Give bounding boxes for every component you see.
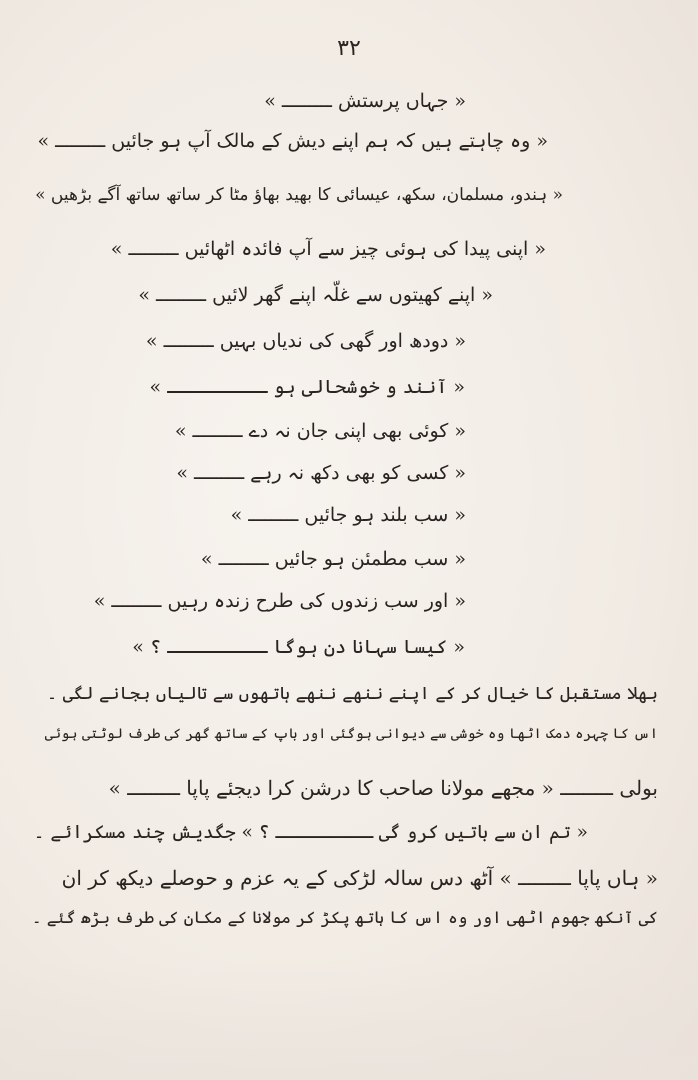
text-line: « دودھ اور گھی کی ندیاں بہیں ـــــــــ » xyxy=(145,330,466,352)
page-bottom-shade xyxy=(0,960,698,1080)
text-line: بھلا مستقبل کا خیال کر کے اپنے ننھے ننھے ہاتھوں سے تالیاں بجانے لگی ۔ xyxy=(46,684,658,704)
text-line: کی آنکھ جھوم اٹھی اور وہ اس کا ہاتھ پکڑ کر مولانا کے مکان کی طرف بڑھ گئے ۔ xyxy=(31,908,658,927)
text-line: « کیسا سہانا دن ہوگا ـــــــــ ؟ » xyxy=(132,636,465,658)
text-line: « سب بلند ہو جائیں ـــــــــ » xyxy=(230,504,466,526)
text-line: « کوئی بھی اپنی جان نہ دے ـــــــــ » xyxy=(174,420,466,442)
text-line: اس کا چہرہ دمک اٹھا وہ خوشی سے دیوانی ہوگئی اور باپ کے ساتھ گھر کی طرف لوٹتی ہوئی xyxy=(44,726,658,742)
text-line: « ہاں پاپا ـــــــــ » آٹھ دس سالہ لڑکی کے یہ عزم و حوصلے دیکھ کر ان xyxy=(61,866,658,890)
page-number: ۳۲ xyxy=(337,36,361,61)
text-line: « ہندو، مسلمان، سکھ، عیسائی کا بھید بھاؤ مٹا کر ساتھ ساتھ آگے بڑھیں » xyxy=(35,185,563,205)
text-line: « تم ان سے باتیں کرو گی ـــــــــ ؟ » جگدیش چند مسکرائے ۔ xyxy=(33,822,588,843)
text-line: « آنند و خوشحالی ہو ـــــــــ » xyxy=(149,376,465,398)
text-line: « جہاں پرستش ـــــــــ » xyxy=(264,90,466,112)
text-line: « وہ چاہتے ہیں کہ ہم اپنے دیش کے مالک آپ ہو جائیں ـــــــــ » xyxy=(37,130,548,152)
text-line: « کسی کو بھی دکھ نہ رہے ـــــــــ » xyxy=(176,462,466,484)
text-line: « اپنی پیدا کی ہوئی چیز سے آپ فائدہ اٹھائیں ـــــــــ » xyxy=(110,238,546,260)
text-line: « اپنے کھیتوں سے غلّہ اپنے گھر لائیں ـــــــــ » xyxy=(138,284,493,306)
text-line: « اور سب زندوں کی طرح زندہ رہیں ـــــــــ » xyxy=(93,590,466,612)
text-line: « سب مطمئن ہو جائیں ـــــــــ » xyxy=(200,548,466,570)
text-line: بولی ـــــــــ « مجھے مولانا صاحب کا درشن کرا دیجئے پاپا ـــــــــ » xyxy=(108,776,658,800)
